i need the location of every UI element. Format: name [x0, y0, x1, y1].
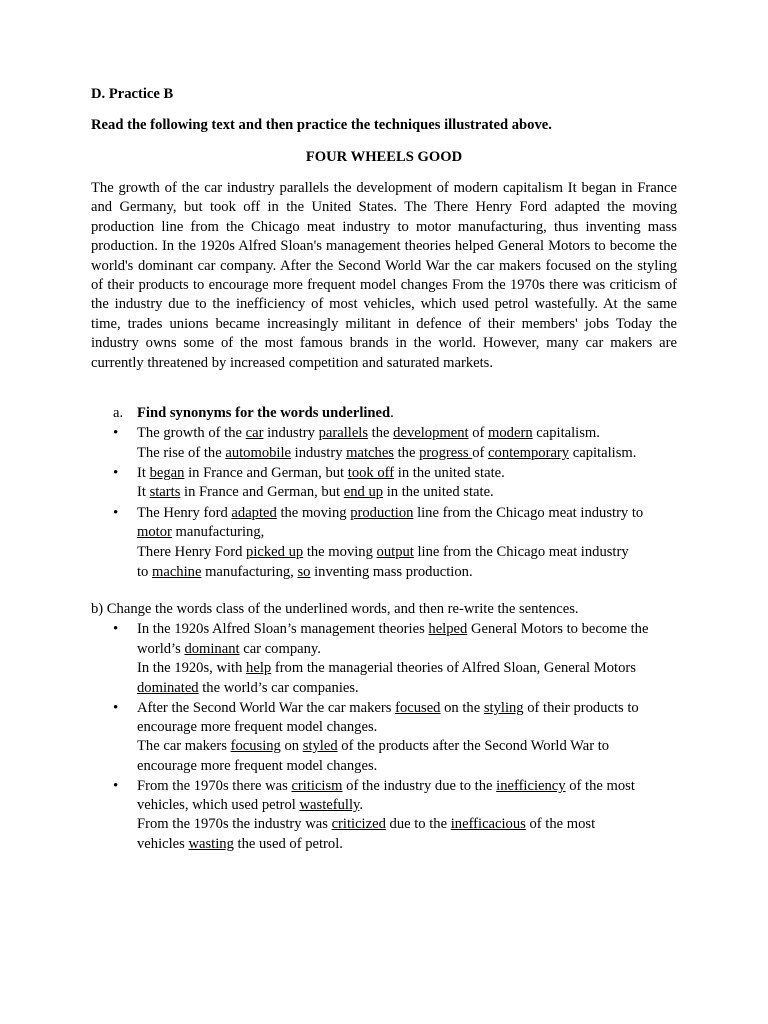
text-segment: encourage more frequent model changes.: [137, 758, 378, 774]
underlined-word: automobile: [225, 445, 292, 461]
underlined-word: picked up: [246, 544, 304, 560]
underlined-word: inefficiency: [496, 778, 566, 794]
text-segment: manufacturing,: [201, 564, 298, 580]
text-segment: After the Second World War the car makers: [137, 700, 396, 716]
article-paragraph: The growth of the car industry parallels the development of modern capitalism It began in France and Germany, but took off in the United States. The There Henry Ford adapted the moving production line from the Chicago meat industry to motor manufacturing, thus inventing mass production. In the 1920s Alfred Sloan's management theories helped General Motors to become the world's dominant car company. After the Second World War the car makers focused on the styling of their products to encourage more frequent model changes From the 1970s there was criticism of the industry due to the inefficiency of most vehicles, which used petrol wastefully. At the same time, trades unions became increasingly militant in defence of their members' jobs Today the industry owns some of the most famous brands in the world. However, many car makers are currently threatened by increased competition and saturated markets.: [91, 180, 677, 371]
text-segment: the moving: [276, 505, 351, 521]
underlined-word: motor: [137, 524, 172, 540]
text-segment: of: [472, 445, 489, 461]
text-segment: the: [393, 445, 420, 461]
underlined-word: development: [393, 425, 469, 441]
underlined-word: car: [245, 425, 264, 441]
text-segment: capitalism.: [569, 445, 637, 461]
bullet-a1: •: [113, 425, 119, 441]
text-segment: of the most: [525, 816, 596, 832]
text-segment: of: [468, 425, 489, 441]
text-segment: From the 1970s there was: [137, 778, 292, 794]
underlined-word: modern: [488, 425, 533, 441]
underlined-word: output: [376, 544, 414, 560]
text-segment: In the 1920s Alfred Sloan’s management theories: [137, 621, 429, 637]
text-segment: The growth of the: [137, 425, 246, 441]
text-segment: In the 1920s, with: [137, 660, 247, 676]
underlined-word: end up: [343, 484, 384, 500]
text-segment: .: [390, 405, 394, 421]
underlined-word: styling: [483, 700, 524, 716]
section-title: D. Practice B: [91, 86, 174, 102]
bullet-b2: •: [113, 700, 119, 716]
underlined-word: adapted: [231, 505, 277, 521]
text-segment: inventing mass production.: [310, 564, 473, 580]
text-segment: to: [137, 564, 152, 580]
text-segment: manufacturing,: [171, 524, 265, 540]
text-segment: encourage more frequent model changes.: [137, 719, 378, 735]
b1-original-cont: [137, 639, 321, 659]
b3-original: [137, 776, 635, 796]
section-a-marker: a.: [113, 405, 124, 421]
text-segment: due to the: [385, 816, 451, 832]
text-segment: the moving: [303, 544, 377, 560]
b1-rewrite-cont: [137, 678, 359, 698]
b2-rewrite-cont: [137, 756, 377, 776]
underlined-word: parallels: [318, 425, 369, 441]
text-segment: The rise of the: [137, 445, 226, 461]
text-segment: of the products after the Second World War to: [337, 738, 610, 754]
text-segment: on the: [440, 700, 484, 716]
underlined-word: styled: [302, 738, 338, 754]
b2-original: [137, 698, 639, 718]
text-segment: vehicles: [137, 836, 189, 852]
underlined-word: dominated: [137, 680, 199, 696]
a2-original: [137, 463, 505, 483]
text-segment: line from the Chicago meat industry: [413, 544, 629, 560]
b2-rewrite: [137, 736, 609, 756]
text-segment: on: [280, 738, 303, 754]
text-segment: Find synonyms for the words underlined: [137, 405, 391, 421]
text-segment: General Motors to become the: [467, 621, 649, 637]
text-segment: from the managerial theories of Alfred Sloan, General Motors: [271, 660, 636, 676]
underlined-word: focusing: [230, 738, 281, 754]
text-segment: car company.: [239, 641, 321, 657]
underlined-word: starts: [149, 484, 181, 500]
b3-rewrite: [137, 814, 595, 834]
underlined-word: help: [246, 660, 272, 676]
text-segment: The car makers: [137, 738, 231, 754]
text-segment: capitalism.: [532, 425, 600, 441]
b1-rewrite: [137, 658, 636, 678]
underlined-word: took off: [347, 465, 395, 481]
a2-synonym: [137, 482, 494, 502]
a1-original: [137, 423, 600, 443]
underlined-word: criticism: [291, 778, 343, 794]
underlined-word: inefficacious: [450, 816, 526, 832]
underlined-word: helped: [428, 621, 468, 637]
text-segment: of the industry due to the: [342, 778, 497, 794]
text-segment: in France and German, but: [184, 465, 348, 481]
underlined-word: machine: [152, 564, 202, 580]
b3-rewrite-cont: [137, 834, 343, 854]
underlined-word: progress: [419, 445, 473, 461]
text-segment: in the united state.: [394, 465, 505, 481]
text-segment: The Henry ford: [137, 505, 232, 521]
text-segment: industry: [263, 425, 319, 441]
bullet-a2: •: [113, 465, 119, 481]
underlined-word: began: [149, 465, 185, 481]
text-segment: industry: [291, 445, 347, 461]
underlined-word: dominant: [184, 641, 240, 657]
underlined-word: contemporary: [488, 445, 570, 461]
text-segment: There Henry Ford: [137, 544, 247, 560]
section-b-heading: b) Change the words class of the underlined words, and then re-write the sentences.: [91, 601, 579, 617]
underlined-word: focused: [395, 700, 441, 716]
text-segment: of their products to: [523, 700, 639, 716]
underlined-word: so: [297, 564, 311, 580]
text-segment: .: [359, 797, 364, 813]
b3-original-cont: [137, 795, 363, 815]
instruction: Read the following text and then practice the techniques illustrated above.: [91, 117, 552, 133]
a3-synonym-cont: [137, 562, 473, 582]
text-segment: vehicles, which used petrol: [137, 797, 300, 813]
text-segment: of the most: [565, 778, 635, 794]
text-segment: world’s: [137, 641, 185, 657]
text-segment: the: [368, 425, 394, 441]
underlined-word: wastefully: [299, 797, 360, 813]
text-segment: the used of petrol.: [233, 836, 343, 852]
text-segment: in the united state.: [383, 484, 494, 500]
bullet-b1: •: [113, 621, 119, 637]
b2-original-cont: [137, 717, 377, 737]
a3-synonym: [137, 542, 629, 562]
b1-original: [137, 619, 648, 639]
a3-original-cont: [137, 522, 264, 542]
underlined-word: wasting: [188, 836, 234, 852]
article-title: FOUR WHEELS GOOD: [305, 149, 463, 165]
text-segment: It: [137, 465, 150, 481]
text-segment: the world’s car companies.: [198, 680, 359, 696]
underlined-word: matches: [346, 445, 394, 461]
section-a-heading: [137, 403, 394, 423]
text-segment: line from the Chicago meat industry to: [413, 505, 644, 521]
text-segment: in France and German, but: [180, 484, 344, 500]
bullet-b3: •: [113, 778, 119, 794]
underlined-word: criticized: [331, 816, 386, 832]
bullet-a3: •: [113, 505, 119, 521]
a3-original: [137, 503, 643, 523]
underlined-word: production: [350, 505, 414, 521]
a1-synonym: [137, 443, 636, 463]
text-segment: From the 1970s the industry was: [137, 816, 332, 832]
text-segment: It: [137, 484, 150, 500]
